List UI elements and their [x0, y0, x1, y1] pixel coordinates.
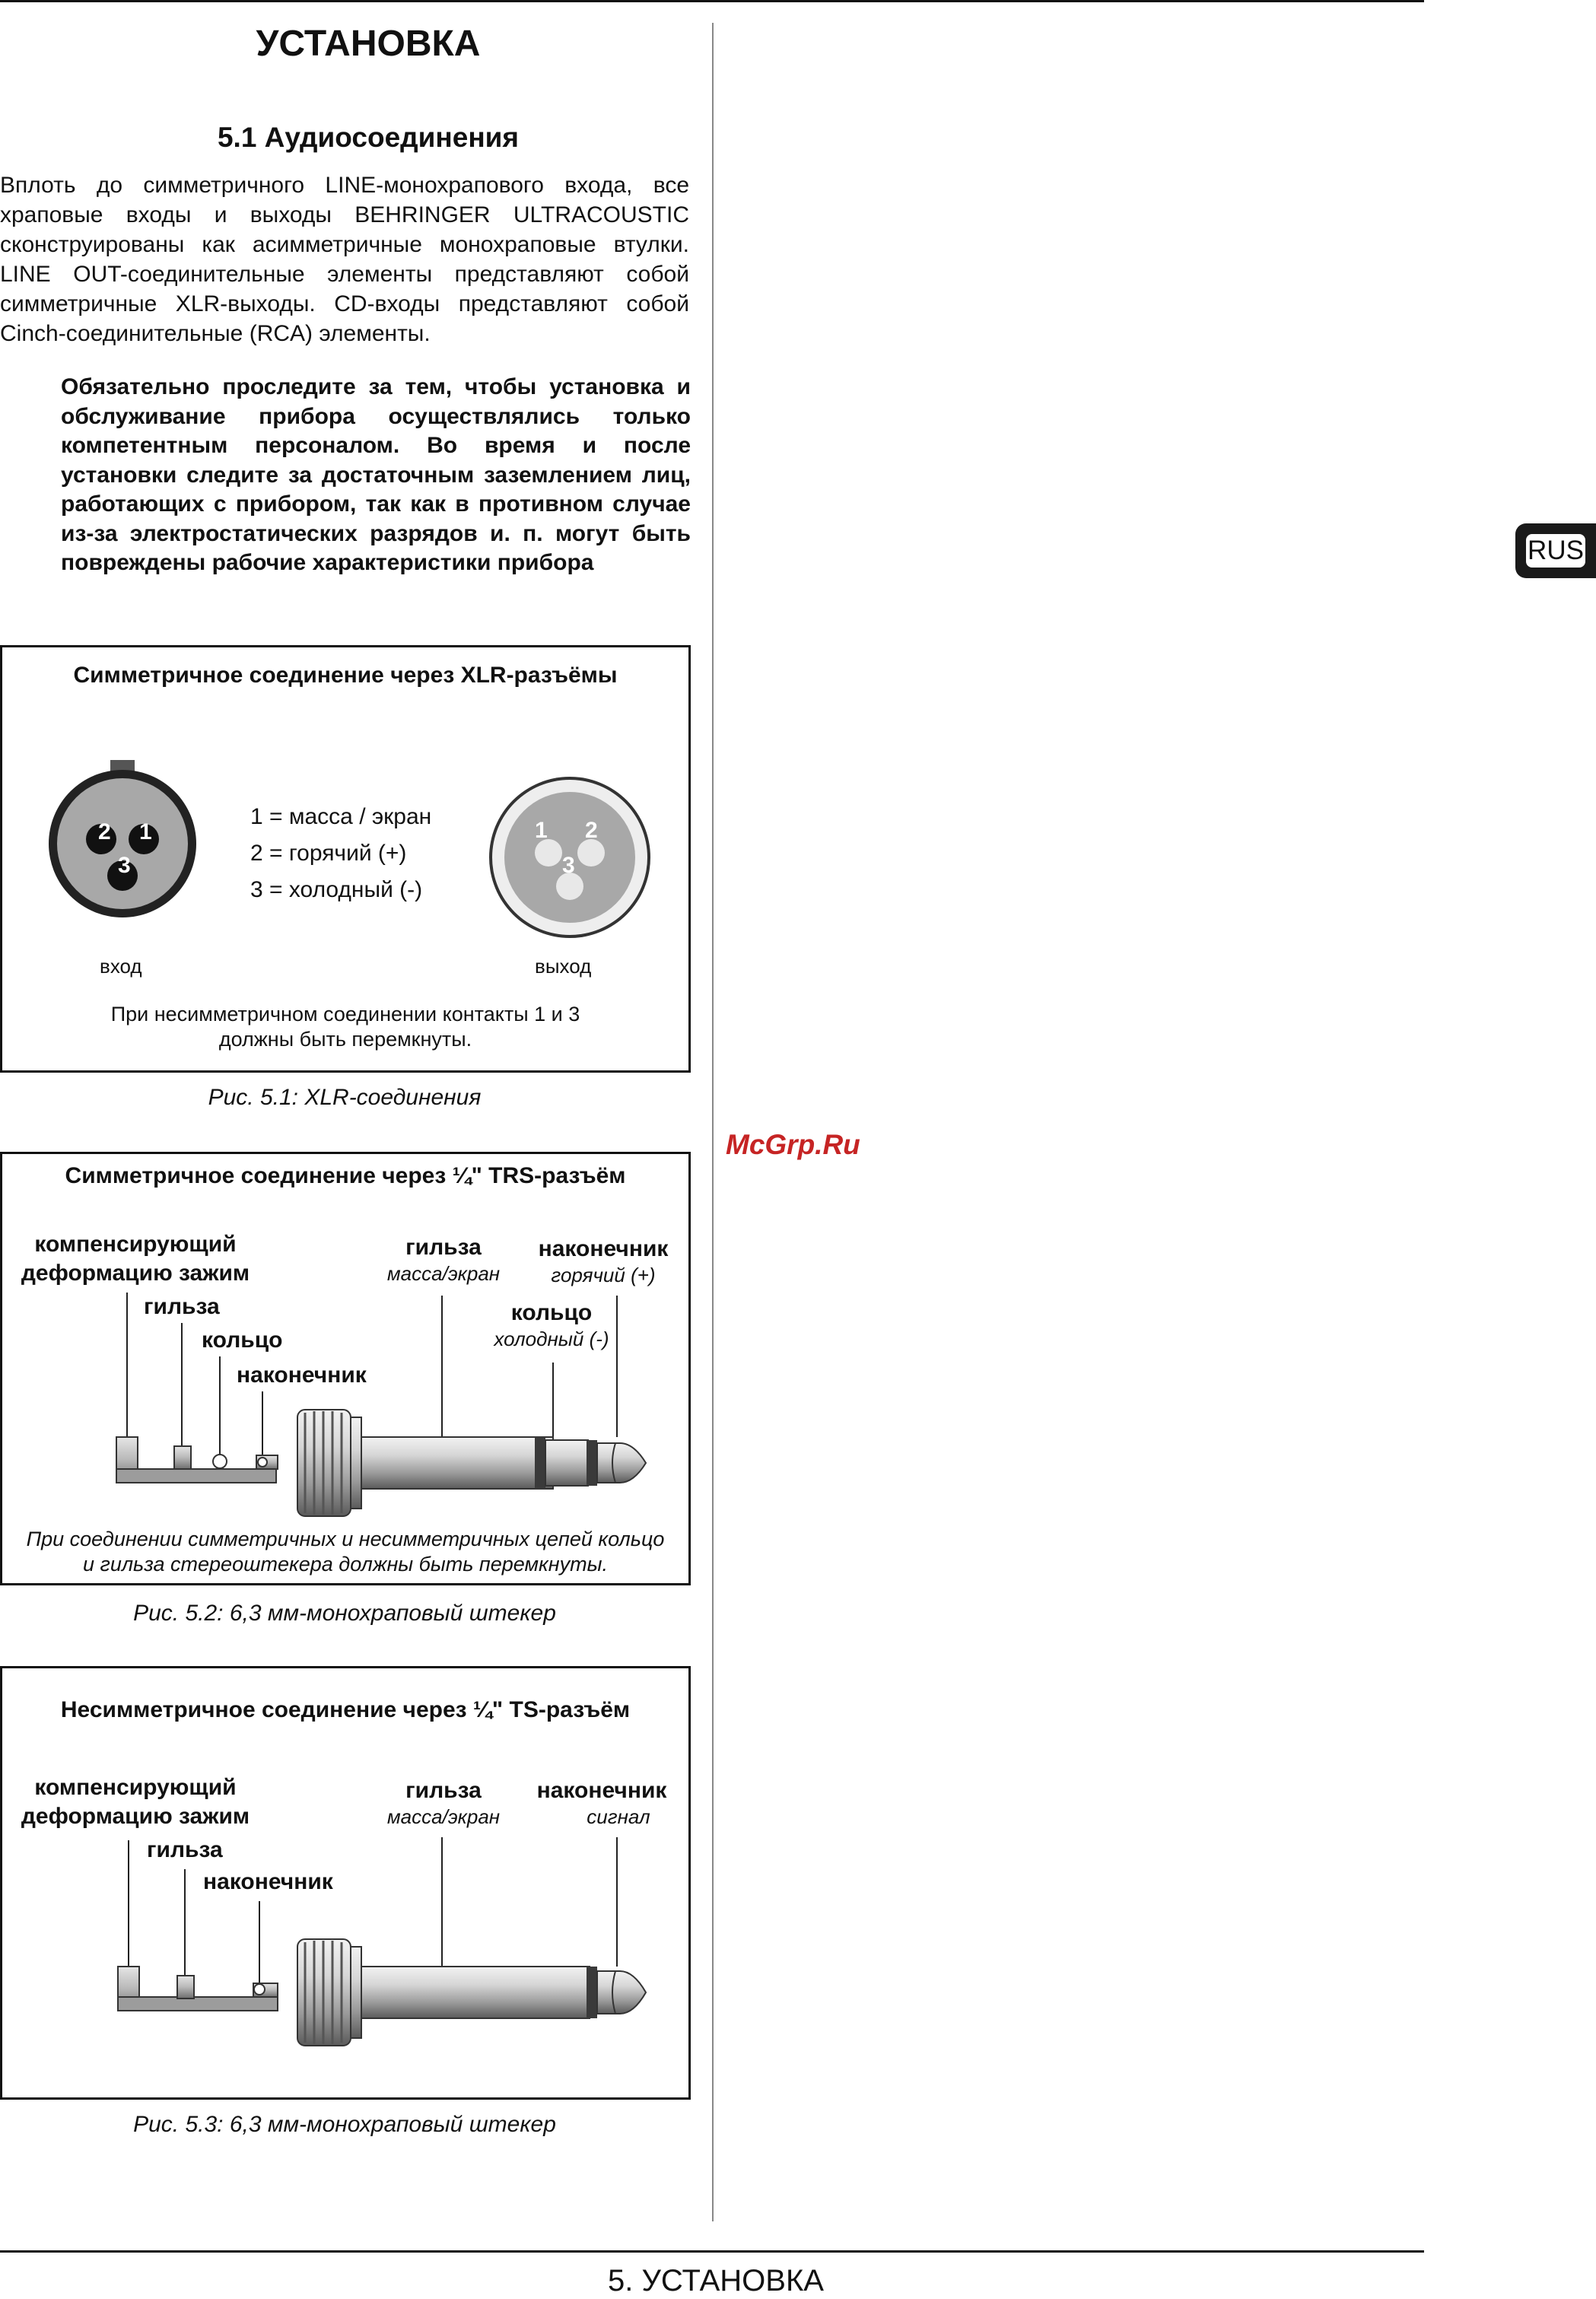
ts-figure-caption: Рис. 5.3: 6,3 мм-монохраповый штекер	[133, 2112, 556, 2137]
trs-sleeve-right-label: гильза	[405, 1235, 482, 1260]
trs-figure-caption: Рис. 5.2: 6,3 мм-монохраповый штекер	[133, 1601, 556, 1626]
xlr-note-line1: При несимметричном соединении контакты 1 и 3	[110, 1003, 580, 1025]
trs-thread	[297, 1410, 361, 1516]
trs-tip-label: наконечник	[237, 1363, 367, 1388]
trs-tip-right-label: наконечник	[538, 1236, 669, 1261]
language-tab	[1515, 523, 1596, 578]
top-rule	[0, 0, 1424, 2]
xlr-figure-box	[0, 645, 691, 1073]
ts-figure-title: Несимметричное соединение через ¼" TS-разъём	[60, 1697, 631, 1722]
xlr-figure-caption: Рис. 5.1: XLR-соединения	[208, 1085, 482, 1110]
trs-solder-lugs	[116, 1437, 278, 1483]
ts-tip-right-sub: сигнал	[587, 1805, 650, 1828]
trs-sleeve-right-sub: масса/экран	[386, 1262, 501, 1285]
xlr-out-pin-3-label: 3	[562, 853, 575, 878]
xlr-output-label: выход	[535, 955, 592, 978]
ts-tip-label: наконечник	[203, 1869, 333, 1894]
ts-sleeve-right-sub: масса/экран	[386, 1805, 501, 1828]
xlr-out-pin-1-label: 1	[535, 818, 548, 843]
language-tab-label: RUS	[1526, 534, 1585, 568]
ts-strain-line1: компенсирующий	[34, 1775, 237, 1800]
ts-tip-right-label: наконечник	[536, 1778, 667, 1803]
watermark: McGrp.Ru	[726, 1129, 860, 1160]
xlr-in-pin-3-label: 3	[118, 853, 131, 878]
ts-figure-box	[0, 1666, 691, 2100]
xlr-in-pin-1-label: 1	[139, 819, 152, 844]
section-heading: 5.1 Аудиосоединения	[217, 122, 520, 153]
xlr-input-label: вход	[100, 955, 142, 978]
trs-tip-right-sub: горячий (+)	[551, 1264, 656, 1286]
trs-ring-label: кольцо	[202, 1328, 283, 1353]
trs-sleeve-label: гильза	[144, 1294, 220, 1319]
intro-paragraph: Вплоть до симметричного LINE-монохрапового входа, все храповые входы и выходы BEHRINGER ULTRACOUSTIC сконструированы как асимметричные монохраповые втулки. LINE OUT-соединительные элементы представляют собой симметричные XLR-выходы. CD-входы представляют собой Cinch-соединительные (RCA) элементы.	[0, 173, 689, 346]
trs-ring-right-label: кольцо	[510, 1300, 593, 1325]
xlr-figure-title: Симметричное соединение через XLR-разъёмы	[73, 663, 618, 688]
page-title: УСТАНОВКА	[256, 24, 481, 64]
trs-strain-line1: компенсирующий	[34, 1232, 237, 1257]
xlr-legend-3: 3 = холодный (-)	[250, 877, 423, 902]
xlr-out-pin-2-label: 2	[585, 818, 598, 843]
trs-ring-right-sub: холодный (-)	[494, 1328, 609, 1350]
trs-note-line1: При соединении симметричных и несимметричных цепей кольцо	[26, 1528, 665, 1550]
page-footer: 5. УСТАНОВКА	[608, 2264, 824, 2297]
trs-shaft	[361, 1437, 646, 1489]
column-divider	[712, 23, 714, 2221]
xlr-legend-1: 1 = масса / экран	[250, 804, 432, 829]
xlr-note-line2: должны быть перемкнуты.	[218, 1028, 472, 1051]
ts-solder-lugs	[118, 1967, 278, 2011]
trs-figure-box	[0, 1152, 691, 1585]
bottom-rule	[0, 2250, 1424, 2253]
ts-shaft	[361, 1967, 646, 2018]
xlr-female-connector	[46, 760, 199, 920]
trs-note-line2: и гильза стереоштекера должны быть перемкнуты.	[82, 1553, 609, 1576]
ts-sleeve-right-label: гильза	[405, 1778, 482, 1803]
ts-plug-drawing	[2, 1668, 688, 2097]
ts-strain-line2: деформацию зажим	[21, 1804, 250, 1829]
trs-figure-title: Симметричное соединение через ¼" TRS-разъём	[65, 1163, 626, 1188]
warning-paragraph: Обязательно проследите за тем, чтобы установка и обслуживание прибора осуществлялись только компетентным персоналом. Во время и после установки следите за достаточным заземлением лиц, работающих с прибором, так как в противном случае из-за электростатических разрядов и. п. могут быть повреждены рабочие характеристики прибора	[61, 374, 691, 575]
trs-plug-drawing	[2, 1154, 688, 1583]
xlr-in-pin-2-label: 2	[98, 819, 111, 844]
ts-sleeve-label: гильза	[147, 1837, 223, 1862]
ts-thread	[297, 1939, 361, 2046]
xlr-legend-2: 2 = горячий (+)	[250, 841, 407, 866]
trs-strain-line2: деформацию зажим	[21, 1261, 250, 1286]
